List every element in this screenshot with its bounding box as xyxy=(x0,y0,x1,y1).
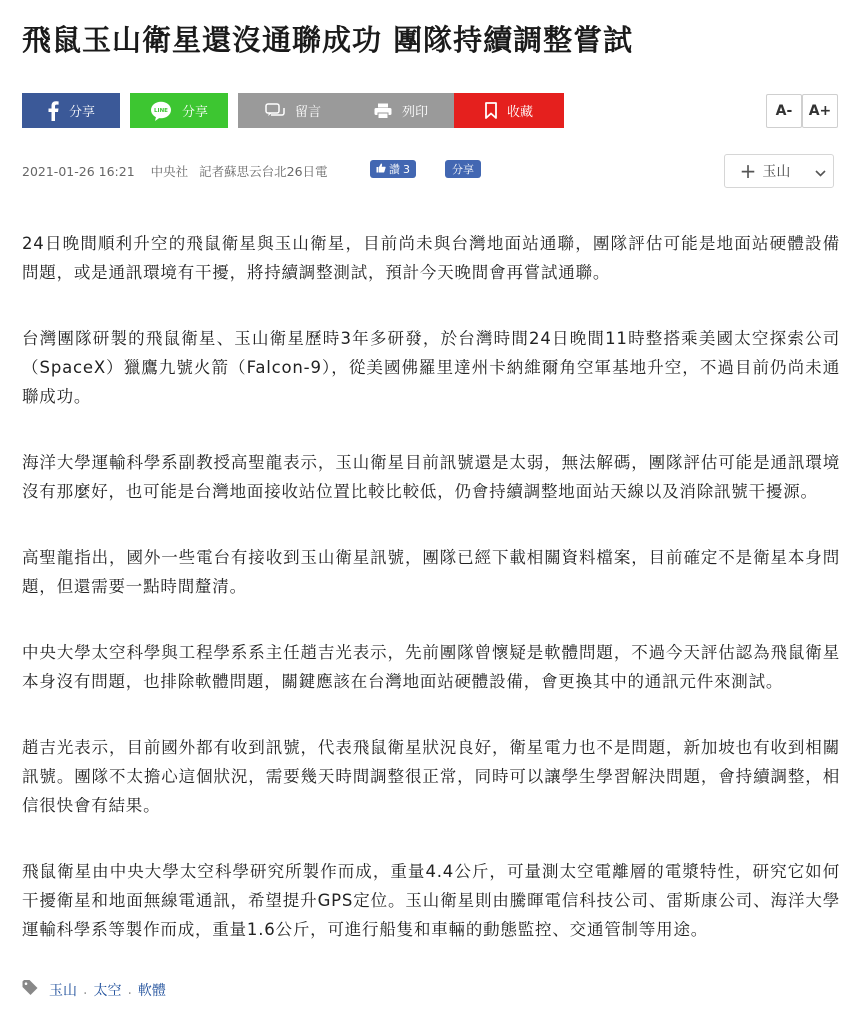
like-label: 讚 xyxy=(389,163,400,176)
news-source: 中央社 xyxy=(150,164,189,179)
facebook-icon xyxy=(47,101,59,121)
line-share-label: 分享 xyxy=(181,105,208,120)
tag-link[interactable]: 太空 xyxy=(93,983,122,999)
article-body xyxy=(22,229,840,981)
article-paragraph: 台灣團隊研製的飛鼠衛星、玉山衛星歷時3年多研發，於台灣時間24日晚間11時整搭乘美國太空探索公司（SpaceX）獵鷹九號火箭（Falcon-9），從美國佛羅里達州卡納維爾角空軍基地升空，不過目前仍尚未通聯成功。 xyxy=(22,329,840,406)
tag-separator: . xyxy=(83,982,88,998)
article-paragraph: 中央大學太空科學與工程學系系主任趙吉光表示，先前團隊曾懷疑是軟體問題，不過今天評估認為飛鼠衛星本身沒有問題，也排除軟體問題，關鍵應該在台灣地面站硬體設備，會更換其中的通訊元件來測試。 xyxy=(22,643,840,691)
tag-list xyxy=(22,980,166,1000)
article-paragraph: 24日晚間順利升空的飛鼠衛星與玉山衛星，目前尚未與台灣地面站通聯，團隊評估可能是地面站硬體設備問題，或是通訊環境有干擾，將持續調整測試，預計今天晚間會再嘗試通聯。 xyxy=(22,234,840,282)
publish-datetime: 2021-01-26 16:21 xyxy=(22,164,135,179)
print-button[interactable] xyxy=(346,93,456,128)
article-title: 飛鼠玉山衛星還沒通聯成功 團隊持續調整嘗試 xyxy=(22,23,634,57)
article-paragraph: 高聖龍指出，國外一些電台有接收到玉山衛星訊號，團隊已經下載相關資料檔案，目前確定不是衛星本身問題，但還需要一點時間釐清。 xyxy=(22,548,840,596)
follow-topic-widget xyxy=(724,154,834,188)
thumbs-up-icon xyxy=(376,163,386,176)
article-meta xyxy=(22,162,328,180)
bookmark-button[interactable] xyxy=(454,93,564,128)
printer-icon xyxy=(374,103,392,119)
bookmark-icon xyxy=(485,102,497,119)
follow-dropdown-toggle[interactable] xyxy=(809,155,831,187)
comment-icon xyxy=(265,103,285,119)
bookmark-label: 收藏 xyxy=(506,105,533,120)
reporter-byline: 記者蘇思云台北26日電 xyxy=(199,164,328,179)
font-increase-button[interactable]: A+ xyxy=(802,94,838,128)
facebook-share-button[interactable] xyxy=(22,93,120,128)
follow-topic-button[interactable] xyxy=(725,155,805,187)
tag-link[interactable]: 軟體 xyxy=(137,983,166,999)
font-decrease-button[interactable]: A- xyxy=(766,94,802,128)
article-paragraph: 飛鼠衛星由中央大學太空科學研究所製作而成，重量4.4公斤，可量測太空電離層的電漿特性，研究它如何干擾衛星和地面無線電通訊，希望提升GPS定位。玉山衛星則由騰暉電信科技公司、雷斯康公司、海洋大學運輸科學系等製作而成，重量1.6公斤，可進行船隻和車輛的動態監控、交通管制等用途。 xyxy=(22,862,840,939)
facebook-share-label: 分享 xyxy=(68,105,95,120)
tag-separator: . xyxy=(127,982,132,998)
comment-label: 留言 xyxy=(294,105,321,120)
line-share-button[interactable] xyxy=(130,93,228,128)
tag-link[interactable]: 玉山 xyxy=(49,983,77,999)
chevron-down-icon xyxy=(815,162,826,181)
print-label: 列印 xyxy=(401,105,428,120)
tag-icon xyxy=(22,980,39,1000)
article-paragraph: 海洋大學運輸科學系副教授高聖龍表示，玉山衛星目前訊號還是太弱，無法解碼，團隊評估可能是通訊環境沒有那麼好，也可能是台灣地面接收站位置比較比較低，仍會持續調整地面站天線以及消除訊號干擾源。 xyxy=(22,453,840,501)
follow-topic-label: 玉山 xyxy=(762,164,791,180)
line-icon xyxy=(150,101,172,121)
plus-icon: + xyxy=(739,159,757,183)
facebook-like-button[interactable] xyxy=(370,160,416,178)
comment-button[interactable] xyxy=(238,93,348,128)
line-logo-text: LINE xyxy=(154,107,168,114)
article-paragraph: 趙吉光表示，目前國外都有收到訊號，代表飛鼠衛星狀況良好，衛星電力也不是問題，新加坡也有收到相關訊號。團隊不太擔心這個狀況，需要幾天時間調整很正常，同時可以讓學生學習解決問題，會持續調整，相信很快會有結果。 xyxy=(22,738,840,815)
facebook-share-small-button[interactable]: 分享 xyxy=(445,160,481,178)
like-count: 3 xyxy=(403,162,410,176)
